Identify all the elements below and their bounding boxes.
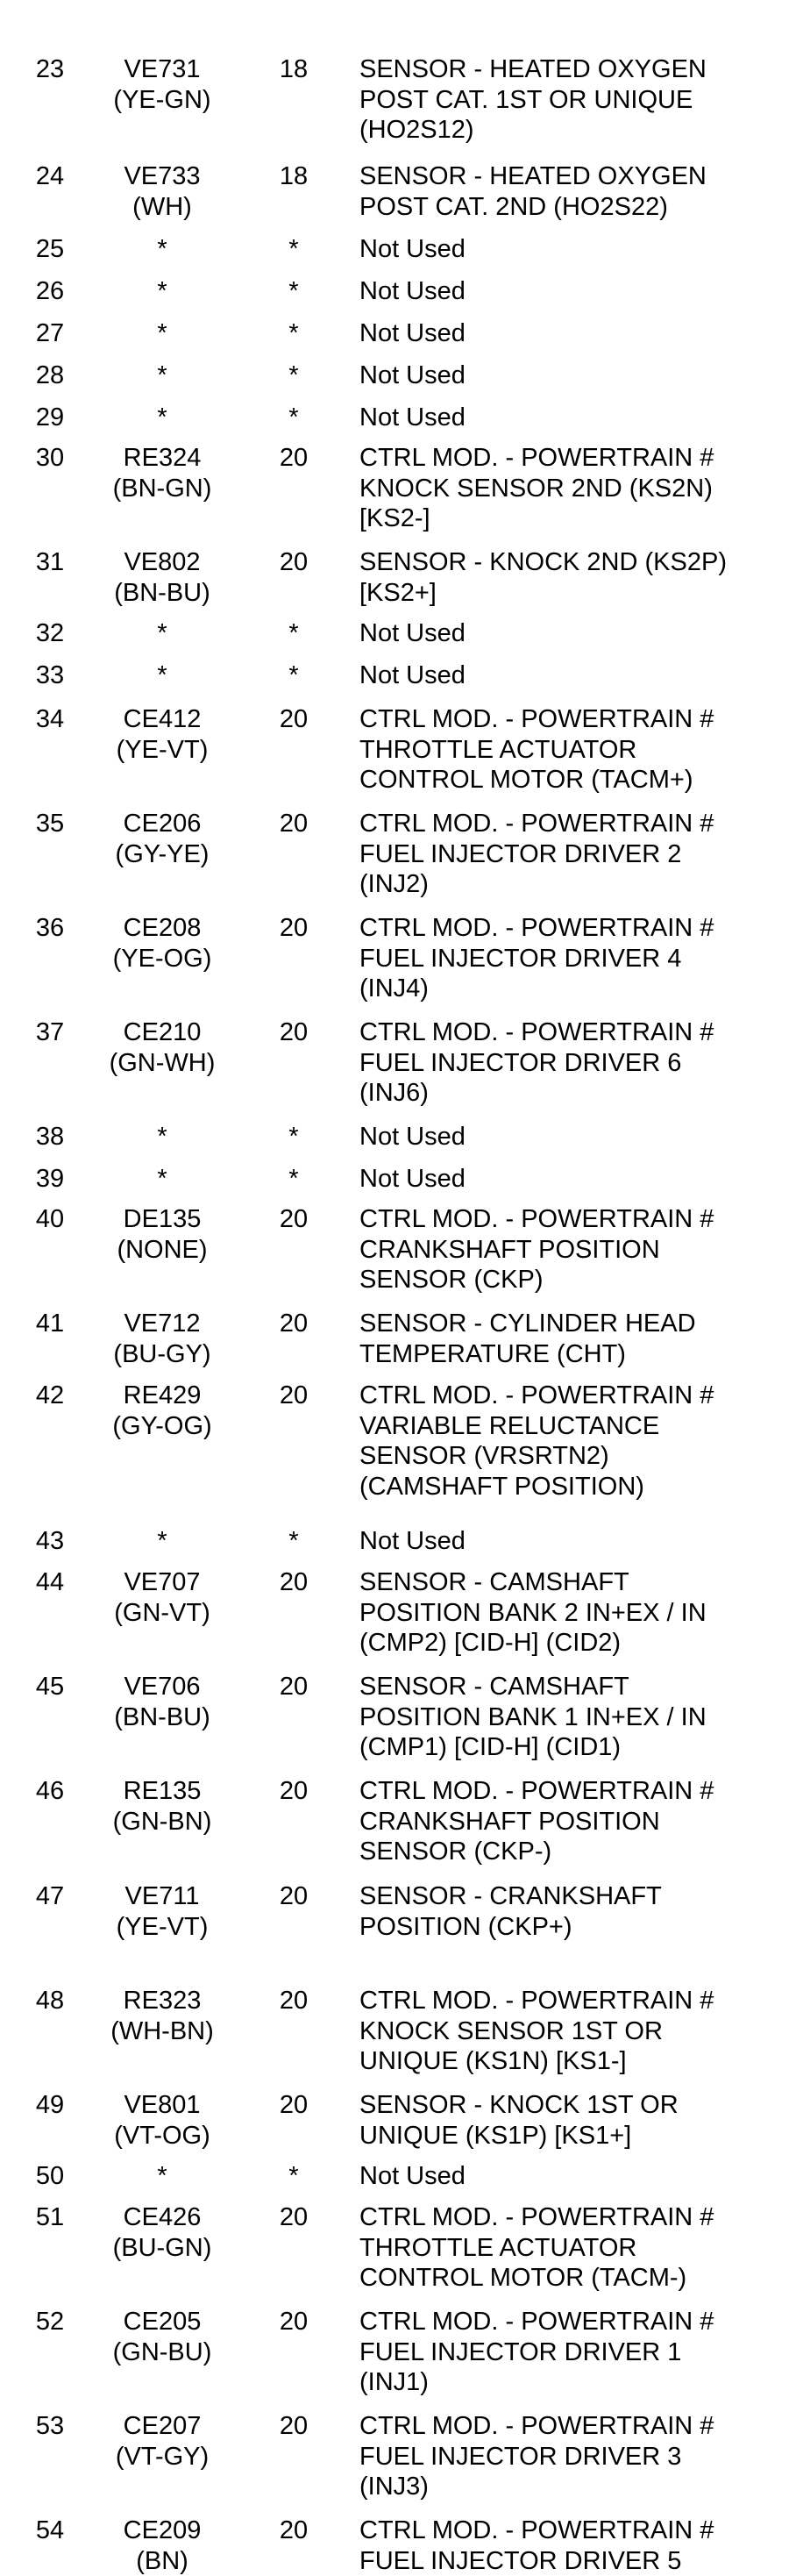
circuit-description: CTRL MOD. - POWERTRAIN # KNOCK SENSOR 1ST OR UNIQUE (KS1N) [KS1-] <box>359 1987 714 2075</box>
circuit-code: CE207 (VT-GY) <box>115 2412 210 2471</box>
wire-gauge: 20 <box>279 1568 309 1596</box>
pin-number: 53 <box>35 2412 65 2440</box>
pin-number: 29 <box>35 403 65 432</box>
pin-number: 30 <box>35 444 65 472</box>
wire-gauge: 20 <box>279 705 309 733</box>
circuit-code: * <box>157 661 167 689</box>
circuit-code: CE210 (GN-WH) <box>109 1018 216 1077</box>
pin-number: 46 <box>35 1777 65 1805</box>
circuit-description: CTRL MOD. - POWERTRAIN # FUEL INJECTOR DRIVER 6 (INJ6) <box>359 1018 714 1107</box>
pin-number: 26 <box>35 277 65 305</box>
circuit-code: RE429 (GY-OG) <box>112 1381 212 1440</box>
wire-gauge: 20 <box>279 2412 309 2440</box>
circuit-description: CTRL MOD. - POWERTRAIN # KNOCK SENSOR 2ND (KS2N) [KS2-] <box>359 444 714 532</box>
circuit-code: VE706 (BN-BU) <box>114 1673 210 1731</box>
wire-gauge: * <box>288 277 299 305</box>
circuit-description: CTRL MOD. - POWERTRAIN # FUEL INJECTOR DRIVER 2 (INJ2) <box>359 810 714 898</box>
wire-gauge: 20 <box>279 444 309 472</box>
wire-gauge: 20 <box>279 1018 309 1046</box>
circuit-code: VE733 (WH) <box>124 162 201 221</box>
wire-gauge: * <box>288 319 299 347</box>
pin-number: 43 <box>35 1527 65 1555</box>
circuit-code: RE324 (BN-GN) <box>112 444 212 503</box>
wire-gauge: 20 <box>279 1987 309 2015</box>
wire-gauge: * <box>288 361 299 389</box>
circuit-description: SENSOR - KNOCK 2ND (KS2P) [KS2+] <box>359 548 727 607</box>
circuit-code: * <box>157 361 167 389</box>
wire-gauge: 20 <box>279 1673 309 1701</box>
circuit-description: CTRL MOD. - POWERTRAIN # CRANKSHAFT POSITION SENSOR (CKP-) <box>359 1777 714 1866</box>
pin-number: 51 <box>35 2203 65 2231</box>
circuit-code: RE323 (WH-BN) <box>110 1987 214 2045</box>
pin-number: 48 <box>35 1987 65 2015</box>
wire-gauge: 20 <box>279 1381 309 1409</box>
pin-number: 45 <box>35 1673 65 1701</box>
circuit-code: * <box>157 277 167 305</box>
pin-number: 23 <box>35 55 65 83</box>
pin-number: 52 <box>35 2308 65 2336</box>
circuit-code: * <box>157 1527 167 1555</box>
wire-gauge: 20 <box>279 2203 309 2231</box>
circuit-description: SENSOR - CAMSHAFT POSITION BANK 1 IN+EX / IN (CMP1) [CID-H] (CID1) <box>359 1673 707 1761</box>
wire-gauge: * <box>288 2162 299 2190</box>
circuit-description: SENSOR - HEATED OXYGEN POST CAT. 2ND (HO2S22) <box>359 162 707 221</box>
pin-number: 37 <box>35 1018 65 1046</box>
pin-number: 44 <box>35 1568 65 1596</box>
pin-number: 49 <box>35 2091 65 2119</box>
wire-gauge: 18 <box>279 55 309 83</box>
pin-number: 33 <box>35 661 65 689</box>
pin-number: 50 <box>35 2162 65 2190</box>
wire-gauge: * <box>288 1527 299 1555</box>
wire-gauge: * <box>288 619 299 647</box>
pin-number: 47 <box>35 1882 65 1910</box>
circuit-description: Not Used <box>359 661 466 689</box>
circuit-description: CTRL MOD. - POWERTRAIN # FUEL INJECTOR DRIVER 4 (INJ4) <box>359 914 714 1003</box>
pin-number: 24 <box>35 162 65 190</box>
circuit-description: CTRL MOD. - POWERTRAIN # THROTTLE ACTUATOR CONTROL MOTOR (TACM-) <box>359 2203 714 2292</box>
pin-number: 32 <box>35 619 65 647</box>
wire-gauge: * <box>288 403 299 432</box>
circuit-description: CTRL MOD. - POWERTRAIN # FUEL INJECTOR DRIVER 3 (INJ3) <box>359 2412 714 2501</box>
pin-number: 39 <box>35 1165 65 1193</box>
pin-number: 42 <box>35 1381 65 1409</box>
circuit-description: Not Used <box>359 361 466 389</box>
circuit-code: CE205 (GN-BU) <box>112 2308 212 2366</box>
circuit-description: Not Used <box>359 1123 466 1151</box>
circuit-code: RE135 (GN-BN) <box>112 1777 212 1836</box>
wire-gauge: 20 <box>279 2516 309 2544</box>
circuit-code: CE426 (BU-GN) <box>112 2203 212 2262</box>
circuit-code: CE209 (BN) <box>123 2516 202 2575</box>
circuit-code: * <box>157 2162 167 2190</box>
circuit-code: VE802 (BN-BU) <box>114 548 210 607</box>
circuit-code: CE412 (YE-VT) <box>116 705 209 764</box>
circuit-code: * <box>157 619 167 647</box>
pin-number: 38 <box>35 1123 65 1151</box>
wire-gauge: 20 <box>279 1309 309 1338</box>
circuit-code: * <box>157 1123 167 1151</box>
circuit-description: Not Used <box>359 403 466 432</box>
circuit-description: Not Used <box>359 277 466 305</box>
circuit-description: CTRL MOD. - POWERTRAIN # THROTTLE ACTUATOR CONTROL MOTOR (TACM+) <box>359 705 714 794</box>
pin-number: 54 <box>35 2516 65 2544</box>
wire-gauge: 20 <box>279 810 309 838</box>
circuit-code: CE206 (GY-YE) <box>115 810 210 868</box>
circuit-code: VE707 (GN-VT) <box>114 1568 210 1627</box>
circuit-code: VE801 (VT-OG) <box>114 2091 210 2150</box>
wire-gauge: 20 <box>279 1777 309 1805</box>
circuit-code: DE135 (NONE) <box>117 1205 208 1264</box>
wire-gauge: * <box>288 1123 299 1151</box>
wire-gauge: * <box>288 661 299 689</box>
circuit-description: SENSOR - CYLINDER HEAD TEMPERATURE (CHT) <box>359 1309 696 1368</box>
circuit-code: CE208 (YE-OG) <box>112 914 212 973</box>
circuit-description: CTRL MOD. - POWERTRAIN # CRANKSHAFT POSITION SENSOR (CKP) <box>359 1205 714 1294</box>
pin-number: 41 <box>35 1309 65 1338</box>
circuit-description: Not Used <box>359 1165 466 1193</box>
pin-number: 28 <box>35 361 65 389</box>
circuit-description: Not Used <box>359 1527 466 1555</box>
circuit-description: SENSOR - CAMSHAFT POSITION BANK 2 IN+EX / IN (CMP2) [CID-H] (CID2) <box>359 1568 707 1657</box>
wire-gauge: * <box>288 1165 299 1193</box>
wire-gauge: 18 <box>279 162 309 190</box>
pin-number: 25 <box>35 235 65 263</box>
pin-number: 40 <box>35 1205 65 1233</box>
wire-gauge: 20 <box>279 2091 309 2119</box>
circuit-description: Not Used <box>359 319 466 347</box>
wire-gauge: 20 <box>279 1882 309 1910</box>
circuit-description: SENSOR - HEATED OXYGEN POST CAT. 1ST OR UNIQUE (HO2S12) <box>359 55 707 144</box>
circuit-code: * <box>157 1165 167 1193</box>
circuit-code: VE711 (YE-VT) <box>116 1882 209 1941</box>
circuit-description: SENSOR - KNOCK 1ST OR UNIQUE (KS1P) [KS1+] <box>359 2091 679 2150</box>
circuit-code: VE731 (YE-GN) <box>113 55 211 114</box>
circuit-description: Not Used <box>359 2162 466 2190</box>
pin-number: 27 <box>35 319 65 347</box>
circuit-description: Not Used <box>359 235 466 263</box>
wire-gauge: * <box>288 235 299 263</box>
wire-gauge: 20 <box>279 914 309 942</box>
pin-number: 35 <box>35 810 65 838</box>
circuit-description: CTRL MOD. - POWERTRAIN # VARIABLE RELUCTANCE SENSOR (VRSRTN2) (CAMSHAFT POSITION) <box>359 1381 714 1501</box>
wire-gauge: 20 <box>279 1205 309 1233</box>
pin-number: 34 <box>35 705 65 733</box>
pin-number: 36 <box>35 914 65 942</box>
wire-gauge: 20 <box>279 548 309 576</box>
circuit-code: VE712 (BU-GY) <box>113 1309 211 1368</box>
circuit-description: CTRL MOD. - POWERTRAIN # FUEL INJECTOR DRIVER 5 <box>359 2516 714 2575</box>
circuit-code: * <box>157 403 167 432</box>
wire-gauge: 20 <box>279 2308 309 2336</box>
circuit-description: Not Used <box>359 619 466 647</box>
circuit-description: CTRL MOD. - POWERTRAIN # FUEL INJECTOR DRIVER 1 (INJ1) <box>359 2308 714 2396</box>
circuit-description: SENSOR - CRANKSHAFT POSITION (CKP+) <box>359 1882 662 1941</box>
circuit-code: * <box>157 319 167 347</box>
pin-number: 31 <box>35 548 65 576</box>
circuit-code: * <box>157 235 167 263</box>
